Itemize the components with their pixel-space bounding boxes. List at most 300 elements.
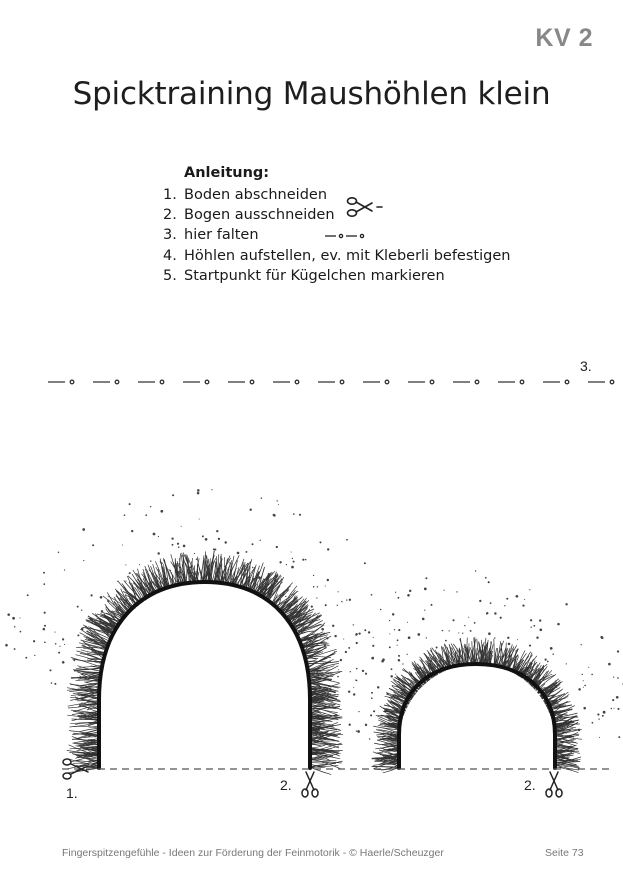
speck: [395, 592, 396, 593]
speck: [389, 633, 390, 634]
instruction-item: [163, 246, 510, 266]
speck: [494, 612, 496, 614]
speck: [358, 711, 359, 712]
speck: [19, 617, 20, 618]
speck: [54, 683, 56, 685]
instruction-text: Bogen ausschneiden: [184, 207, 335, 224]
speck: [470, 630, 472, 632]
scissors-icon: [546, 772, 562, 797]
speck: [178, 571, 181, 574]
speck: [422, 618, 425, 621]
speck: [7, 613, 10, 616]
speck: [131, 530, 133, 532]
speck: [158, 536, 159, 537]
speck: [325, 604, 327, 606]
speck: [224, 566, 225, 567]
speck: [14, 648, 16, 650]
speck: [356, 730, 357, 731]
speck: [530, 619, 532, 621]
speck: [353, 624, 354, 625]
speck: [49, 669, 51, 671]
instruction-number: 1.: [163, 187, 177, 203]
footer-text: Fingerspitzengefühle - Ideen zur Förderung der Feinmotorik - © Haerle/Scheuzger: [62, 847, 444, 859]
speck: [362, 670, 364, 672]
speck: [348, 647, 350, 649]
speck: [550, 647, 553, 650]
speck: [101, 610, 103, 612]
speck: [125, 581, 126, 582]
speck: [172, 544, 174, 546]
speck: [343, 638, 344, 639]
fold-dot: [250, 380, 254, 384]
speck: [488, 581, 490, 583]
speck: [252, 567, 253, 568]
speck: [358, 632, 360, 634]
speck: [539, 628, 542, 631]
speck: [216, 530, 218, 532]
speck: [59, 646, 60, 647]
instruction-item: [163, 205, 510, 225]
speck: [353, 687, 354, 688]
speck: [171, 537, 173, 539]
speck: [392, 613, 394, 615]
speck: [253, 578, 255, 580]
bristle-stroke: [77, 671, 100, 672]
speck: [368, 631, 370, 633]
speck: [338, 669, 339, 670]
speck: [600, 636, 603, 639]
speck: [557, 623, 560, 626]
speck: [277, 500, 278, 501]
speck: [426, 637, 427, 638]
speck: [261, 497, 263, 499]
speck: [290, 594, 291, 595]
speck: [194, 553, 195, 554]
speck: [129, 503, 131, 505]
speck: [145, 514, 147, 516]
speck: [43, 572, 45, 574]
speck: [202, 535, 204, 537]
speck: [479, 600, 481, 602]
speck: [406, 654, 407, 655]
speck: [592, 722, 594, 724]
speck: [456, 591, 457, 592]
speck: [369, 738, 370, 739]
speck: [391, 668, 393, 670]
speck: [64, 644, 65, 645]
speck: [357, 730, 360, 733]
speck: [340, 659, 342, 661]
fold-dot: [385, 380, 389, 384]
speck: [583, 680, 584, 681]
speck: [566, 663, 567, 664]
speck: [608, 663, 611, 666]
instruction-number: 3.: [163, 227, 177, 244]
speck: [517, 639, 518, 640]
speck: [196, 558, 198, 560]
speck: [371, 594, 373, 596]
fold-dot: [160, 380, 164, 384]
speck: [578, 688, 581, 691]
speck: [44, 612, 46, 614]
speck: [552, 653, 554, 655]
page-number: Seite 73: [545, 847, 584, 859]
speck: [326, 637, 328, 639]
speck: [402, 663, 403, 664]
speck: [462, 633, 463, 634]
kv-badge: KV 2: [535, 24, 593, 52]
speck: [334, 635, 336, 637]
speck: [356, 680, 357, 681]
speck: [213, 548, 215, 550]
cut-label-arch-large: 2.: [280, 777, 292, 793]
bristle-stroke: [308, 660, 317, 662]
speck: [617, 677, 619, 679]
speck: [12, 617, 15, 620]
speck: [408, 636, 411, 639]
speck: [160, 510, 163, 513]
speck: [181, 526, 182, 527]
speck: [178, 546, 180, 548]
speck: [337, 676, 339, 678]
speck: [177, 543, 179, 545]
speck: [578, 729, 581, 732]
fold-dot: [610, 380, 614, 384]
speck: [345, 651, 347, 653]
speck: [531, 627, 532, 628]
bristle-stroke: [311, 744, 321, 746]
speck: [311, 606, 313, 608]
speck: [73, 660, 75, 662]
speck: [77, 606, 79, 608]
fold-dot: [115, 380, 119, 384]
speck: [83, 560, 84, 561]
speck: [431, 604, 433, 606]
speck: [445, 640, 447, 642]
speck: [272, 584, 273, 585]
speck: [218, 538, 220, 540]
speck: [490, 602, 492, 604]
speck: [409, 590, 411, 592]
speck: [334, 651, 335, 652]
speck: [616, 696, 619, 699]
fold-line-icon: [323, 229, 373, 243]
instruction-number: 4.: [163, 247, 177, 264]
fold-label: 3.: [580, 358, 592, 374]
speck: [424, 609, 425, 610]
speck: [139, 564, 140, 565]
speck: [44, 641, 46, 643]
speck: [365, 724, 367, 726]
instruction-item: [163, 266, 510, 286]
speck: [82, 528, 85, 531]
speck: [398, 659, 401, 662]
speck: [20, 631, 22, 633]
speck: [506, 598, 508, 600]
speck: [603, 711, 606, 714]
speck: [341, 601, 342, 602]
speck: [397, 597, 399, 599]
speck: [124, 514, 126, 516]
speck: [355, 633, 357, 635]
speck: [245, 551, 247, 553]
speck: [407, 594, 410, 597]
speck: [243, 566, 244, 567]
speck: [395, 674, 396, 675]
speck: [183, 545, 186, 548]
speck: [582, 674, 583, 675]
speck: [58, 652, 60, 654]
speck: [364, 629, 366, 631]
speck: [171, 572, 172, 573]
speck: [338, 591, 339, 592]
speck: [474, 622, 476, 624]
speck: [292, 558, 293, 559]
speck: [529, 589, 530, 590]
speck: [197, 489, 200, 492]
speck: [494, 637, 495, 638]
speck: [327, 548, 329, 550]
speck: [287, 590, 289, 592]
speck: [43, 583, 45, 585]
speck: [81, 628, 84, 631]
speck: [365, 673, 367, 675]
speck: [442, 630, 444, 632]
speck: [129, 572, 131, 574]
large-arch-outline: [99, 582, 310, 768]
speck: [346, 599, 347, 600]
speck: [394, 629, 395, 630]
speck: [407, 622, 408, 623]
speck: [321, 628, 324, 631]
speck: [258, 576, 261, 579]
cut-label-arch-small: 2.: [524, 777, 536, 793]
speck: [299, 514, 301, 516]
speck: [356, 668, 358, 670]
speck: [371, 697, 373, 699]
fold-dot: [520, 380, 524, 384]
speck: [157, 552, 159, 554]
instructions-list: [163, 185, 510, 286]
speck: [350, 671, 351, 672]
speck: [313, 575, 314, 576]
speck: [54, 632, 55, 633]
speck: [524, 599, 525, 600]
speck: [522, 604, 524, 606]
speck: [205, 538, 208, 541]
speck: [190, 566, 192, 568]
speck: [62, 638, 64, 640]
speck: [364, 562, 366, 564]
speck: [500, 617, 502, 619]
speck: [153, 533, 156, 536]
speck: [390, 675, 392, 677]
speck: [353, 693, 355, 695]
speck: [324, 645, 326, 647]
speck: [325, 585, 326, 586]
speck: [486, 612, 488, 614]
bristle-stroke: [86, 745, 99, 746]
speck: [285, 596, 286, 597]
speck: [286, 564, 287, 565]
fold-dot: [430, 380, 434, 384]
page-title: Spicktraining Maushöhlen klein: [72, 76, 551, 112]
speck: [371, 657, 374, 660]
speck: [424, 588, 427, 591]
speck: [617, 650, 619, 652]
speck: [293, 561, 295, 563]
speck: [211, 489, 212, 490]
speck: [516, 595, 519, 598]
speck: [485, 577, 487, 579]
speck: [92, 544, 94, 546]
fold-dot: [340, 380, 344, 384]
instruction-text: hier falten: [184, 227, 259, 244]
bristle-stroke: [72, 719, 100, 720]
speck: [100, 596, 103, 599]
speck: [55, 643, 57, 645]
speck: [346, 539, 348, 541]
speck: [464, 625, 465, 626]
speck: [588, 667, 589, 668]
speck: [5, 644, 8, 647]
speck: [319, 541, 321, 543]
speck: [583, 687, 584, 688]
speck: [602, 715, 604, 717]
speck: [583, 707, 586, 710]
speck: [276, 575, 278, 577]
speck: [389, 620, 390, 621]
speck: [279, 561, 281, 563]
speck: [468, 617, 469, 618]
speck: [371, 692, 373, 694]
speck: [349, 599, 351, 601]
speck: [150, 560, 151, 561]
instructions-block: [163, 165, 510, 286]
speck: [488, 632, 491, 635]
fold-dot: [70, 380, 74, 384]
speck: [302, 559, 304, 561]
speck: [320, 638, 321, 639]
speck: [508, 643, 511, 646]
speck: [122, 544, 123, 545]
speck: [395, 697, 397, 699]
speck: [613, 676, 614, 677]
speck: [599, 737, 600, 738]
speck: [398, 655, 400, 657]
speck: [612, 699, 614, 701]
speck: [199, 518, 200, 519]
speck: [507, 637, 509, 639]
speck: [317, 586, 318, 587]
grass-texture-large: [67, 550, 343, 774]
fold-line: [48, 380, 614, 384]
speck: [44, 625, 46, 627]
speck: [436, 646, 438, 648]
speck: [220, 564, 222, 566]
speck: [197, 492, 200, 495]
bristle-stroke: [311, 749, 325, 750]
speck: [444, 590, 445, 591]
speck: [547, 661, 549, 663]
speck: [291, 552, 292, 553]
fold-dot: [295, 380, 299, 384]
speck: [313, 586, 315, 588]
speck: [333, 674, 334, 675]
speck: [565, 603, 567, 605]
speck: [161, 562, 163, 564]
speck: [504, 605, 505, 606]
speck: [617, 708, 619, 710]
mouse-holes-drawing: [0, 350, 623, 820]
speck: [51, 682, 53, 684]
speck: [25, 657, 27, 659]
speck: [584, 685, 586, 687]
speck: [397, 645, 398, 646]
speck: [386, 693, 388, 695]
speck: [174, 565, 177, 568]
speck: [43, 628, 46, 631]
speck: [372, 645, 374, 647]
speck: [618, 736, 620, 738]
cut-label-base: 1.: [66, 785, 78, 801]
speck: [62, 661, 65, 664]
speck: [316, 633, 318, 635]
speck: [373, 710, 375, 712]
speck: [77, 634, 79, 636]
speck: [273, 514, 275, 516]
speck: [58, 551, 60, 553]
instruction-item: [163, 185, 510, 205]
speck: [349, 724, 351, 726]
speck: [278, 504, 279, 505]
speck: [475, 570, 476, 571]
speck: [293, 513, 295, 515]
speck: [337, 605, 338, 606]
speck: [398, 629, 400, 631]
speck: [448, 630, 449, 631]
speck: [64, 569, 65, 570]
speck: [291, 566, 294, 569]
speck: [150, 506, 151, 507]
speck: [533, 625, 535, 627]
speck: [377, 686, 379, 688]
speck: [597, 713, 599, 715]
speck: [591, 674, 593, 676]
instruction-number: 5.: [163, 267, 177, 284]
speck: [81, 610, 82, 611]
speck: [536, 636, 538, 638]
speck: [458, 632, 459, 633]
speck: [598, 718, 599, 719]
speck: [172, 494, 174, 496]
speck: [27, 594, 29, 596]
small-arch-outline: [399, 664, 555, 768]
speck: [613, 708, 614, 709]
speck: [539, 619, 541, 621]
fold-dot: [205, 380, 209, 384]
speck: [452, 619, 454, 621]
speck: [91, 622, 93, 624]
speck: [237, 552, 240, 555]
speck: [90, 594, 92, 596]
speck: [252, 543, 254, 545]
speck: [397, 639, 399, 641]
speck: [224, 541, 226, 543]
speck: [382, 658, 385, 661]
speck: [611, 708, 612, 709]
speck: [332, 625, 334, 627]
